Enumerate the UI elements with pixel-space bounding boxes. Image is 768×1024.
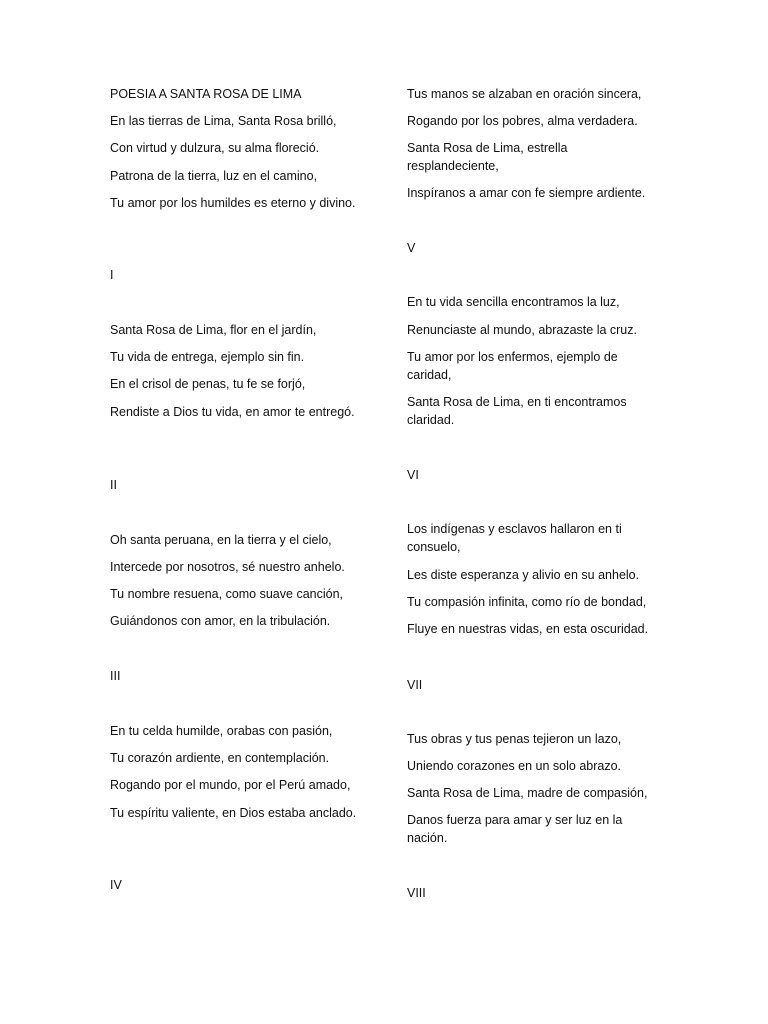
intro-line-1: En las tierras de Lima, Santa Rosa brilló, (110, 114, 337, 128)
stanza-2-line-1: Oh santa peruana, en la tierra y el cielo, (110, 533, 332, 547)
stanza-1-line-1: Santa Rosa de Lima, flor en el jardín, (110, 323, 317, 337)
stanza-number-5: V (407, 241, 416, 255)
stanza-7-line-2: Uniendo corazones en un solo abrazo. (407, 759, 622, 773)
stanza-6-line-4: Fluye en nuestras vidas, en esta oscuridad. (407, 622, 649, 636)
stanza-3-line-1: En tu celda humilde, orabas con pasión, (110, 724, 333, 738)
stanza-4-line-3: Santa Rosa de Lima, estrella resplandeciente, (407, 141, 568, 173)
stanza-3-line-3: Rogando por el mundo, por el Perú amado, (110, 778, 351, 792)
stanza-5-line-2: Renunciaste al mundo, abrazaste la cruz. (407, 323, 637, 337)
stanza-number-4: IV (110, 878, 122, 892)
stanza-4-line-4: Inspíranos a amar con fe siempre ardiente. (407, 186, 646, 200)
stanza-7-line-4: Danos fuerza para amar y ser luz en la nación. (407, 813, 623, 845)
stanza-2-line-4: Guiándonos con amor, en la tribulación. (110, 614, 331, 628)
poem-title: POESIA A SANTA ROSA DE LIMA (110, 87, 302, 101)
stanza-4-line-1: Tus manos se alzaban en oración sincera, (407, 87, 642, 101)
stanza-6-line-2: Les diste esperanza y alivio en su anhelo. (407, 568, 640, 582)
stanza-7-line-3: Santa Rosa de Lima, madre de compasión, (407, 786, 648, 800)
stanza-5-line-3: Tu amor por los enfermos, ejemplo de caridad, (407, 350, 618, 382)
stanza-1-line-4: Rendiste a Dios tu vida, en amor te entregó. (110, 405, 355, 419)
stanza-3-line-4: Tu espíritu valiente, en Dios estaba anclado. (110, 806, 357, 820)
stanza-1-line-3: En el crisol de penas, tu fe se forjó, (110, 377, 306, 391)
stanza-1-line-2: Tu vida de entrega, ejemplo sin fin. (110, 350, 305, 364)
stanza-3-line-2: Tu corazón ardiente, en contemplación. (110, 751, 330, 765)
stanza-5-line-1: En tu vida sencilla encontramos la luz, (407, 295, 620, 309)
stanza-number-6: VI (407, 468, 419, 482)
stanza-5-line-4: Santa Rosa de Lima, en ti encontramos claridad. (407, 395, 627, 427)
stanza-number-1: I (110, 268, 114, 282)
stanza-number-8: VIII (407, 886, 426, 900)
intro-line-4: Tu amor por los humildes es eterno y divino. (110, 196, 356, 210)
stanza-2-line-3: Tu nombre resuena, como suave canción, (110, 587, 343, 601)
stanza-7-line-1: Tus obras y tus penas tejieron un lazo, (407, 732, 622, 746)
stanza-number-7: VII (407, 678, 423, 692)
intro-line-3: Patrona de la tierra, luz en el camino, (110, 169, 318, 183)
stanza-6-line-3: Tu compasión infinita, como río de bondad, (407, 595, 647, 609)
stanza-6-line-1: Los indígenas y esclavos hallaron en ti consuelo, (407, 522, 622, 554)
stanza-number-3: III (110, 669, 121, 683)
stanza-2-line-2: Intercede por nosotros, sé nuestro anhelo. (110, 560, 345, 574)
intro-line-2: Con virtud y dulzura, su alma floreció. (110, 141, 320, 155)
stanza-4-line-2: Rogando por los pobres, alma verdadera. (407, 114, 638, 128)
stanza-number-2: II (110, 478, 117, 492)
